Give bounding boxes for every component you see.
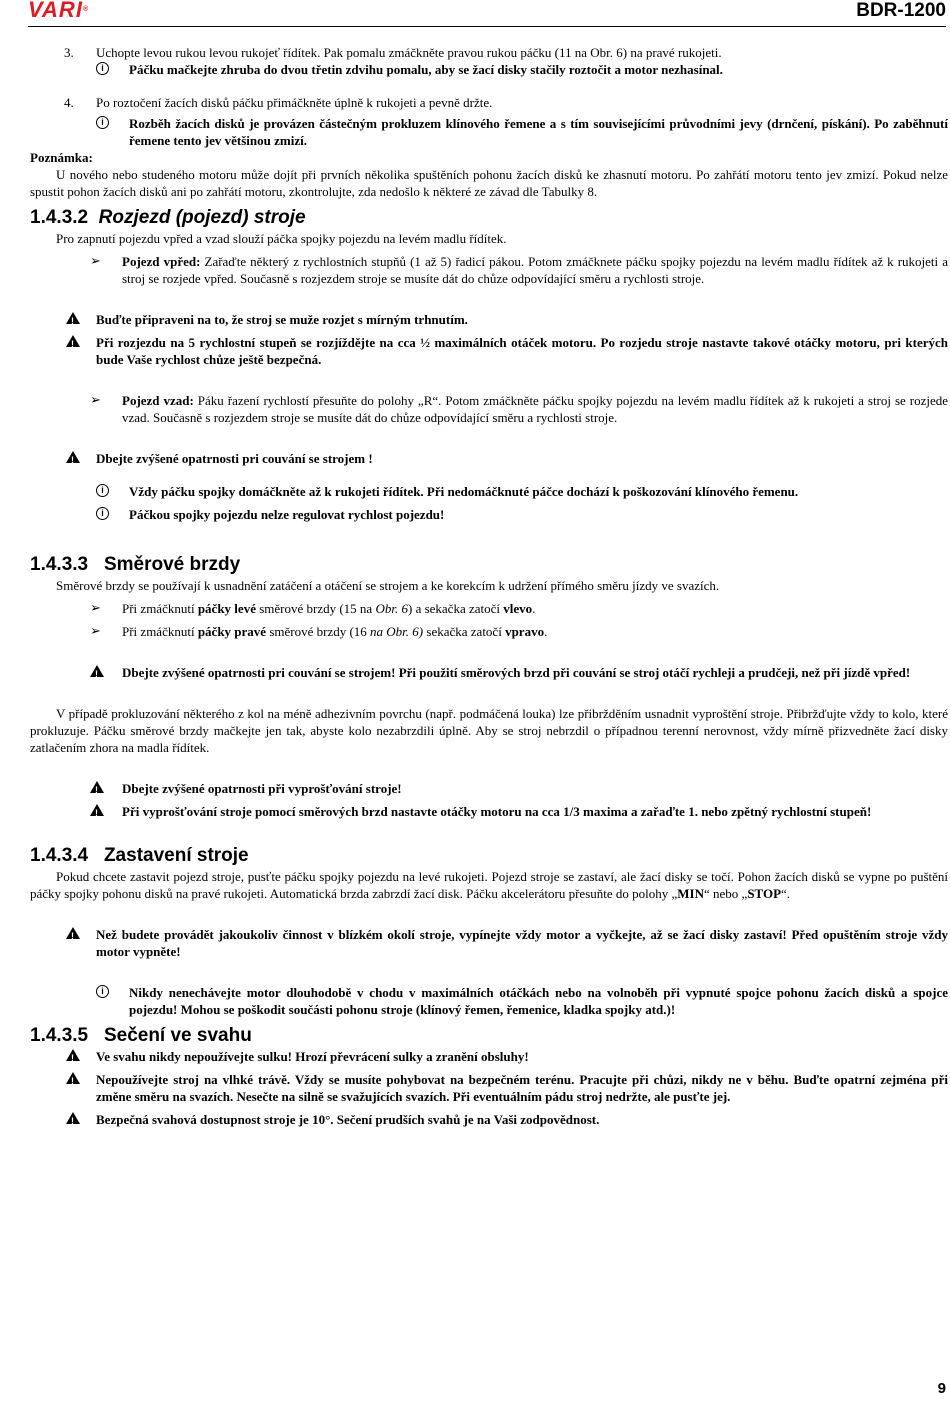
page-number: 9 bbox=[937, 1380, 946, 1397]
warning-triangle-icon bbox=[66, 1072, 80, 1084]
warning-note: ! Dbejte zvýšené opatrnosti pri couvání se strojem! Při použití směrových brzd při couvání se stroj otáčí rychleji a prudčeji, než při jízdě vpřed! bbox=[30, 664, 948, 681]
remark-label: Poznámka: bbox=[30, 150, 93, 165]
warning-triangle-icon bbox=[90, 804, 104, 816]
warning-note: ! Dbejte zvýšené opatrnosti při vyprošťování stroje! bbox=[30, 780, 948, 797]
page-content bbox=[30, 44, 948, 1128]
info-note: i Páčku mačkejte zhruba do dvou třetin zdvihu pomalu, aby se žací disky stačily roztočit a motor nezhasínal. bbox=[30, 61, 948, 78]
warning-note: ! Buďte připraveni na to, že stroj se muže rozjet s mírným trhnutím. bbox=[30, 311, 948, 328]
bullet-item: ➢ Při zmáčknutí páčky pravé směrové brzdy (16 na Obr. 6) sekačka zatočí vpravo. bbox=[90, 624, 548, 639]
section-heading: 1.4.3.2 Rozjezd (pojezd) stroje bbox=[30, 207, 306, 228]
info-circle-icon: i bbox=[96, 62, 109, 75]
warning-note: ! Při rozjezdu na 5 rychlostní stupeň se rozjíždějte na cca ½ maximálních otáček motoru. Po rozjedu stroje nastavte takové otáčky motoru, pri kterých bude Vaše rychlost chůze ještě bezpečná. bbox=[30, 334, 948, 368]
page-header bbox=[0, 0, 950, 24]
bullet-item: ➢ Pojezd vzad: Páku řazení rychlostí přesuňte do polohy „R“. Potom zmáčkněte páčku spojky pojezdu na levém madlu řídítek až k rukojeti a stroj se rozjede vzad. Současně s rozjezdem stroje se musíte dát do chůze odpovídající směru a rychlosti stroje. bbox=[90, 393, 948, 425]
info-note: i Nikdy nenechávejte motor dlouhodobě v chodu v maximálních otáčkách nebo na volnoběh při vypnuté spojce pohonu žacích disků a spojce pojezdu! Mohou se poškodit součásti pohonu stroje (klínový řemen, řemenice, kladka spojky atd.)! bbox=[30, 984, 948, 1018]
section-heading: 1.4.3.3 Směrové brzdy bbox=[30, 554, 241, 575]
arrowhead-bullet-icon: ➢ bbox=[90, 601, 101, 616]
warning-note: ! Při vyprošťování stroje pomocí směrových brzd nastavte otáčky motoru na cca 1/3 maxima a zařaďte 1. nebo zpětný rychlostní stupeň! bbox=[30, 803, 948, 820]
section-heading: 1.4.3.4 Zastavení stroje bbox=[30, 845, 249, 866]
paragraph: Pokud chcete zastavit pojezd stroje, pusťte páčku spojky pojezdu na levé rukojeti. Pojezd stroje se zastaví, ale žací disky se točí. Pohon žacích disků se vypne po puštění páčky spojky pohonu disků na pravé rukojeti. Automatická brzda zabrzdí žací disk. Páčku akcelerátoru přesuňte do polohy „MIN“ nebo „STOP“. bbox=[30, 869, 948, 901]
warning-triangle-icon bbox=[66, 451, 80, 463]
info-note: i Vždy páčku spojky domáčkněte až k rukojeti řídítek. Při nedomáčknuté páčce dochází k poškozování klínového řemenu. bbox=[30, 483, 948, 500]
bullet-item: ➢ Pojezd vpřed: Zařaďte některý z rychlostních stupňů (1 až 5) řadicí pákou. Potom zmáčknete páčku spojky pojezdu na levém madlu řídítek až k rukojeti a stroj se rozjede vpřed. Současně s rozjezdem stroje se musíte dát do chůze odpovídající směru a rychlosti stroje. bbox=[90, 254, 948, 286]
section-intro: Pro zapnutí pojezdu vpřed a vzad slouží páčka spojky pojezdu na levém madlu řídítek. bbox=[56, 231, 507, 246]
warning-note: ! Než budete provádět jakoukoliv činnost v blízkém okolí stroje, vypínejte vždy motor a vyčkejte, až se žací disky zastaví! Před opuštěním stroje vždy motor vypněte! bbox=[30, 926, 948, 960]
info-note: i Páčkou spojky pojezdu nelze regulovat rychlost pojezdu! bbox=[30, 506, 948, 523]
warning-note: ! Ve svahu nikdy nepoužívejte sulku! Hrozí převrácení sulky a zranění obsluhy! bbox=[30, 1048, 948, 1065]
info-note: i Rozběh žacích disků je provázen částečným prokluzem klínového řemene a s tím souvisejícími průvodními jevy (drnčení, pískání). Po zaběhnutí řemene tento jev většinou zmizí. bbox=[30, 115, 948, 149]
step-3: 3. Uchopte levou rukou levou rukojeť řídítek. Pak pomalu zmáčkněte pravou rukou páčku (11 na Obr. 6) na pravé rukojeti. bbox=[64, 45, 722, 60]
warning-triangle-icon bbox=[66, 335, 80, 347]
vari-logo: VARI® bbox=[28, 0, 90, 22]
header-rule bbox=[28, 26, 946, 27]
warning-note: ! Nepoužívejte stroj na vlhké trávě. Vždy se musíte pohybovat na bezpečném terénu. Pracujte při chůzi, nikdy ne v běhu. Buďte opatrní zejména při změne směru na svazích. Nesečte na silně se svažujících svazích. Při eventuálním pádu stroj nedržte, ale pusťte jej. bbox=[30, 1071, 948, 1105]
arrowhead-bullet-icon: ➢ bbox=[90, 624, 101, 639]
section-intro: Směrové brzdy se používají k usnadnění zatáčení a otáčení se strojem a ke korekcím k udržení přímého směru jízdy ve svazích. bbox=[56, 578, 720, 593]
warning-triangle-icon bbox=[66, 1049, 80, 1061]
step-4: 4. Po roztočení žacích disků páčku přimáčkněte úplně k rukojeti a pevně držte. bbox=[64, 95, 493, 110]
warning-triangle-icon bbox=[66, 1112, 80, 1124]
remark-text: U nového nebo studeného motoru může dojít při prvních několika spuštěních pohonu žacích disků ke zhasnutí motoru. Po zahřátí motoru tento jev zmizí. Pokud nelze spustit pohon žacích disků ani po zahřátí motoru, zkontrolujte, zda nedošlo k některé ze závad dle Tabulky 8. bbox=[30, 167, 948, 199]
warning-triangle-icon bbox=[90, 665, 104, 677]
warning-triangle-icon bbox=[90, 781, 104, 793]
info-circle-icon: i bbox=[96, 985, 109, 998]
warning-note: ! Bezpečná svahová dostupnost stroje je 10°. Sečení prudších svahů je na Vaši zodpovědnost. bbox=[30, 1111, 948, 1128]
arrowhead-bullet-icon: ➢ bbox=[90, 254, 101, 269]
info-circle-icon: i bbox=[96, 507, 109, 520]
bullet-item: ➢ Při zmáčknutí páčky levé směrové brzdy (15 na Obr. 6) a sekačka zatočí vlevo. bbox=[90, 601, 536, 616]
warning-triangle-icon bbox=[66, 927, 80, 939]
paragraph: V případě prokluzování některého z kol na méně adhezivním povrchu (např. podmáčená louka) lze přibržděním usnadnit vyproštění stroje. Přibržďujte vždy to kolo, které prokluzuje. Páčku směrové brzdy mačkejte jen tak, abyste kolo nezabrzdili úplně. Aby se stroj nebrzdil o případnou terenní nerovnost, vždy mírně přizvedněte žací disky zatlačením zhora na madla řídítek. bbox=[30, 706, 948, 755]
warning-note: ! Dbejte zvýšené opatrnosti pri couvání se strojem ! bbox=[30, 450, 948, 467]
info-circle-icon: i bbox=[96, 116, 109, 129]
section-heading: 1.4.3.5 Sečení ve svahu bbox=[30, 1025, 252, 1046]
warning-triangle-icon bbox=[66, 312, 80, 324]
document-code: BDR-1200 bbox=[856, 0, 946, 21]
arrowhead-bullet-icon: ➢ bbox=[90, 393, 101, 408]
info-circle-icon: i bbox=[96, 484, 109, 497]
